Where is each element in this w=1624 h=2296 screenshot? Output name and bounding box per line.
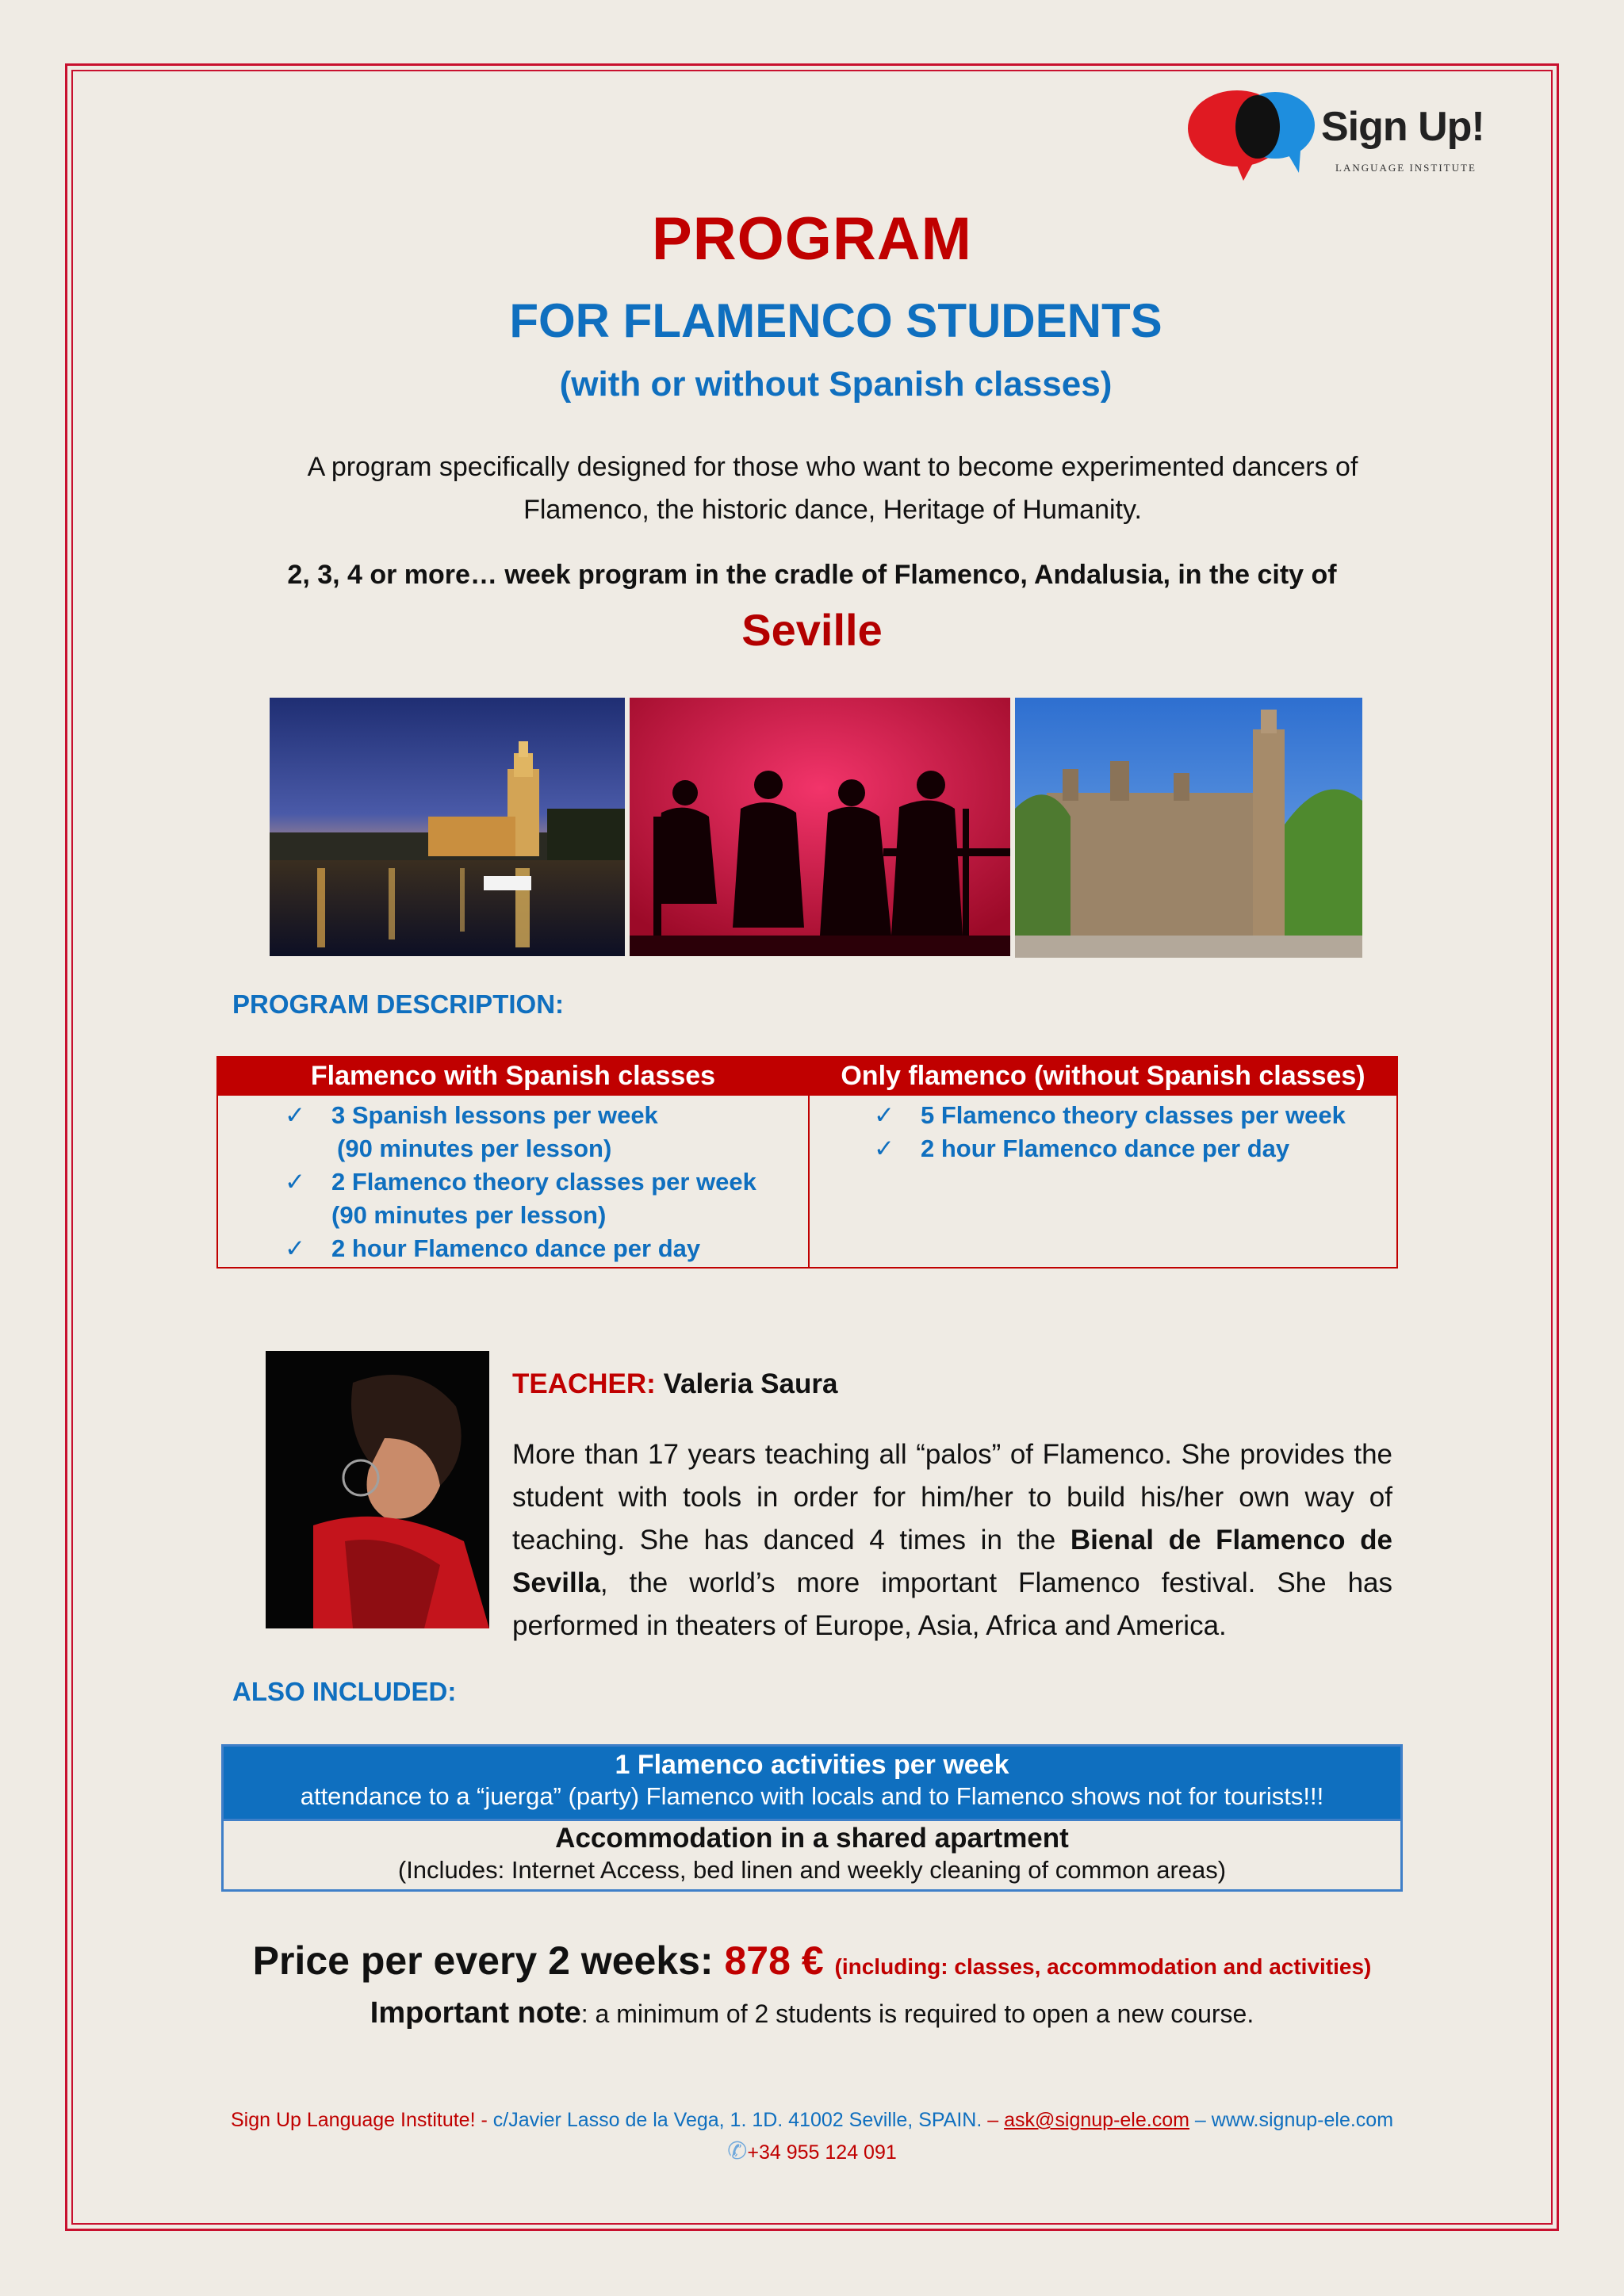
intro-line-1: A program specifically designed for those who want to become experimented dancers of xyxy=(307,452,1358,482)
logo-wordmark: Sign Up! xyxy=(1321,104,1484,150)
logo-subtitle: LANGUAGE INSTITUTE xyxy=(1335,162,1477,174)
footer-phone xyxy=(0,2137,1624,2165)
accommodation-desc: (Includes: Internet Access, bed linen and weekly cleaning of common areas) xyxy=(397,1856,1227,1884)
page-subtitle-2: (with or without Spanish classes) xyxy=(559,365,1113,404)
signup-logo xyxy=(1188,86,1489,187)
activities-desc: attendance to a “juerga” (party) Flamenco with locals and to Flamenco shows not for tourists!!! xyxy=(300,1782,1324,1810)
program-table xyxy=(216,1056,1398,1269)
footer-email-link[interactable]: ask@signup-ele.com xyxy=(1004,2109,1189,2131)
teacher-label: TEACHER: xyxy=(512,1368,656,1399)
check-icon: ✓ xyxy=(874,1101,894,1129)
price-amount: 878 € xyxy=(724,1938,824,1983)
col-with-spanish-cell xyxy=(217,1095,809,1268)
teacher-bio: More than 17 years teaching all “palos” of Flamenco. She provides the student with tools in order for him/her to build his/her own way of teaching. She has danced 4 times in the Bienal de Flamenco de Sevilla, the world’s more important Flamenco festival. She has performed in theaters of Europe, Asia, Africa and America. xyxy=(512,1439,1393,1641)
footer-phone-number: +34 955 124 091 xyxy=(747,2141,897,2164)
flamenco-silhouette-photo xyxy=(630,698,1010,956)
city-name: Seville xyxy=(741,605,883,655)
weeks-text: 2, 3, 4 or more… week program in the cradle of Flamenco, Andalusia, in the city of xyxy=(287,560,1337,590)
important-note xyxy=(0,1996,1624,2030)
price-includes: (including: classes, accommodation and activities) xyxy=(834,1954,1372,1979)
page-title: PROGRAM xyxy=(652,205,972,273)
also-included-heading: ALSO INCLUDED: xyxy=(232,1677,457,1706)
list-item: (90 minutes per lesson) xyxy=(337,1135,612,1162)
note-text: : a minimum of 2 students is required to open a new course. xyxy=(580,1999,1254,2028)
seville-night-photo xyxy=(270,698,625,956)
price-label: Price per every 2 weeks: xyxy=(252,1938,714,1983)
note-label: Important note xyxy=(370,1996,581,2030)
activities-title: 1 Flamenco activities per week xyxy=(615,1750,1009,1780)
also-included-box xyxy=(221,1744,1403,1892)
col-only-flamenco-header: Only flamenco (without Spanish classes) xyxy=(809,1057,1397,1095)
festival-name: Bienal de Flamenco de Sevilla xyxy=(512,1525,1393,1598)
list-item: ✓ 2 hour Flamenco dance per day xyxy=(218,1232,808,1265)
teacher-heading xyxy=(512,1368,837,1400)
check-icon: ✓ xyxy=(285,1101,305,1129)
intro-text xyxy=(238,446,1427,531)
footer-address: c/Javier Lasso de la Vega, 1. 1D. 41002 Seville, SPAIN. xyxy=(492,2109,982,2131)
list-item: ✓ 2 hour Flamenco dance per day xyxy=(810,1132,1396,1165)
check-icon: ✓ xyxy=(285,1168,305,1196)
footer-contact: Sign Up Language Institute! - c/Javier Lasso de la Vega, 1. 1D. 41002 Seville, SPAIN. – ask@signup-ele.com – www.signup-ele.com xyxy=(230,2109,1394,2131)
check-icon: ✓ xyxy=(285,1234,305,1262)
list-item: ✓ 3 Spanish lessons per week xyxy=(218,1099,808,1132)
intro-line-2: Flamenco, the historic dance, Heritage of Humanity. xyxy=(523,495,1142,525)
accommodation-section xyxy=(224,1819,1400,1889)
list-item: ✓ 5 Flamenco theory classes per week xyxy=(810,1099,1396,1132)
col-with-spanish-header: Flamenco with Spanish classes xyxy=(217,1057,809,1095)
teacher-name: Valeria Saura xyxy=(663,1368,838,1399)
list-item: (90 minutes per lesson) xyxy=(331,1201,607,1229)
speech-bubbles-icon xyxy=(1188,86,1323,187)
footer-website-link[interactable]: www.signup-ele.com xyxy=(1211,2109,1394,2131)
col-only-flamenco-cell xyxy=(809,1095,1397,1268)
price-line xyxy=(0,1938,1624,1984)
check-icon: ✓ xyxy=(874,1135,894,1162)
accommodation-title: Accommodation in a shared apartment xyxy=(555,1823,1069,1854)
list-item: ✓ 2 Flamenco theory classes per week xyxy=(218,1165,808,1199)
program-description-heading: PROGRAM DESCRIPTION: xyxy=(232,989,565,1019)
page-subtitle: FOR FLAMENCO STUDENTS xyxy=(509,294,1162,347)
teacher-photo xyxy=(266,1351,489,1628)
footer-institute: Sign Up Language Institute! - xyxy=(230,2109,488,2131)
seville-cathedral-photo xyxy=(1015,698,1362,958)
phone-icon: ✆ xyxy=(727,2138,748,2164)
activities-section xyxy=(224,1747,1400,1819)
